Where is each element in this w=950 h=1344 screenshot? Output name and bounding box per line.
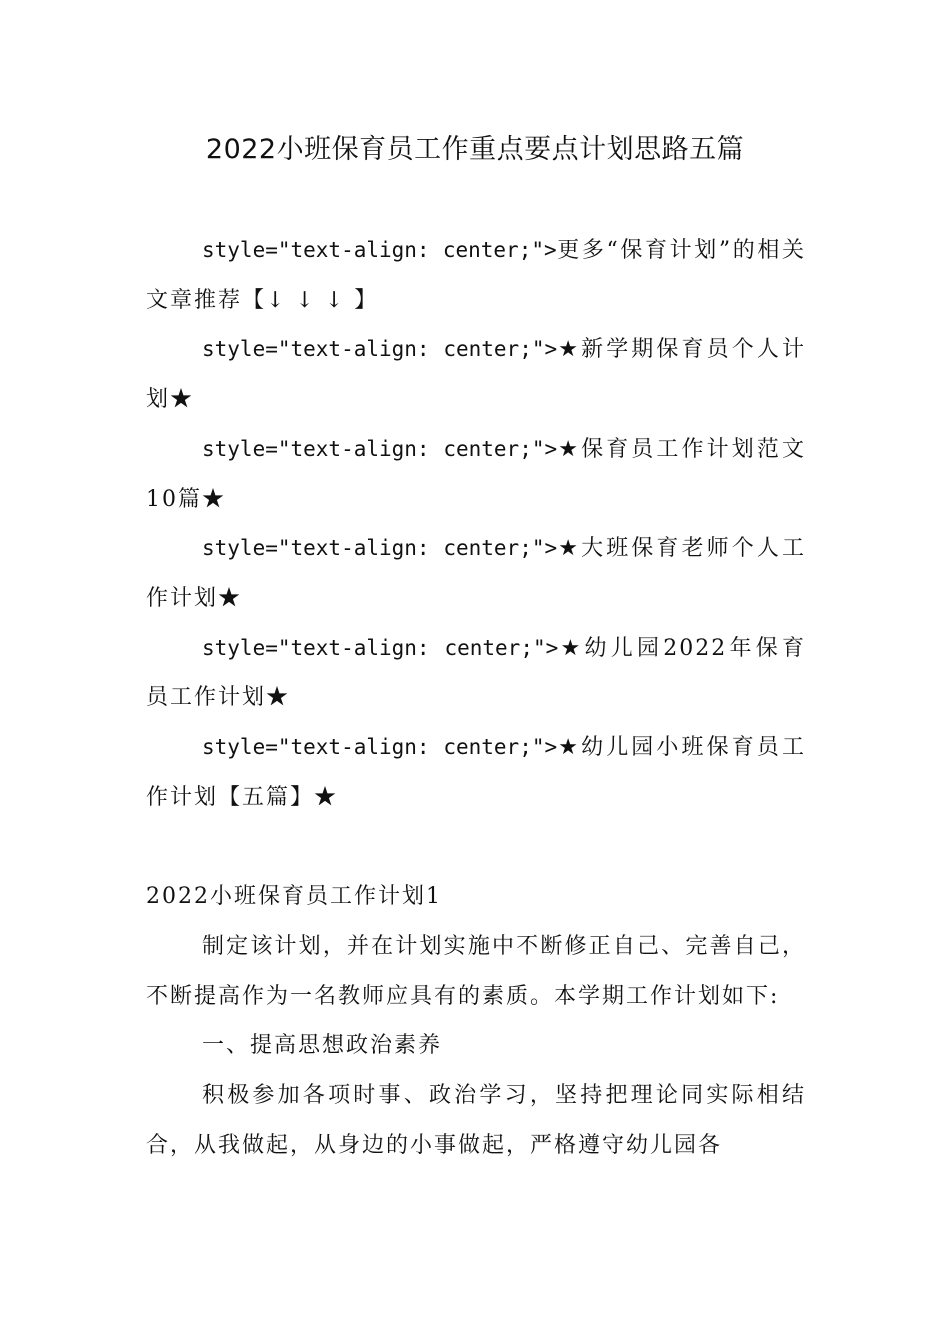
link-text: ★幼儿园小班保育员工作计划【五篇】★ [146,735,806,810]
related-link-2[interactable] [146,425,806,524]
link-prefix: style="text-align: center;"> [202,238,557,262]
link-prefix: style="text-align: center;"> [202,436,558,461]
subsection-heading: 一、提高思想政治素养 [202,1033,443,1059]
related-link-5[interactable] [146,723,806,822]
link-prefix: style="text-align: center;"> [202,337,558,362]
body-paragraph: 制定该计划，并在计划实施中不断修正自己、完善自己，不断提高作为一名教师应具有的素质。本学期工作计划如下: [146,933,806,1009]
blank-line [146,822,806,872]
related-link-0[interactable] [146,226,806,325]
document-title: 2022小班保育员工作重点要点计划思路五篇 [205,134,745,165]
link-text: 更多“保育计划”的相关文章推荐【↓ ↓ ↓ 】 [146,238,806,313]
body-paragraph: 积极参加各项时事、政治学习，坚持把理论同实际相结合，从我做起，从身边的小事做起，严格遵守幼儿园各 [146,1082,806,1158]
related-link-1[interactable] [146,325,806,424]
link-text: ★保育员工作计划范文10篇★ [146,436,806,512]
related-link-4[interactable] [146,624,806,723]
link-prefix: style="text-align: center;"> [202,635,559,660]
link-text: ★幼儿园2022年保育员工作计划★ [146,635,806,711]
document-body [146,226,806,1170]
link-prefix: style="text-align: center;"> [202,735,558,760]
link-text: ★新学期保育员个人计划★ [146,337,806,413]
link-prefix: style="text-align: center;"> [202,536,558,561]
section-heading: 2022小班保育员工作计划1 [146,884,442,910]
related-link-3[interactable] [146,524,806,623]
link-text: ★大班保育老师个人工作计划★ [146,536,806,611]
